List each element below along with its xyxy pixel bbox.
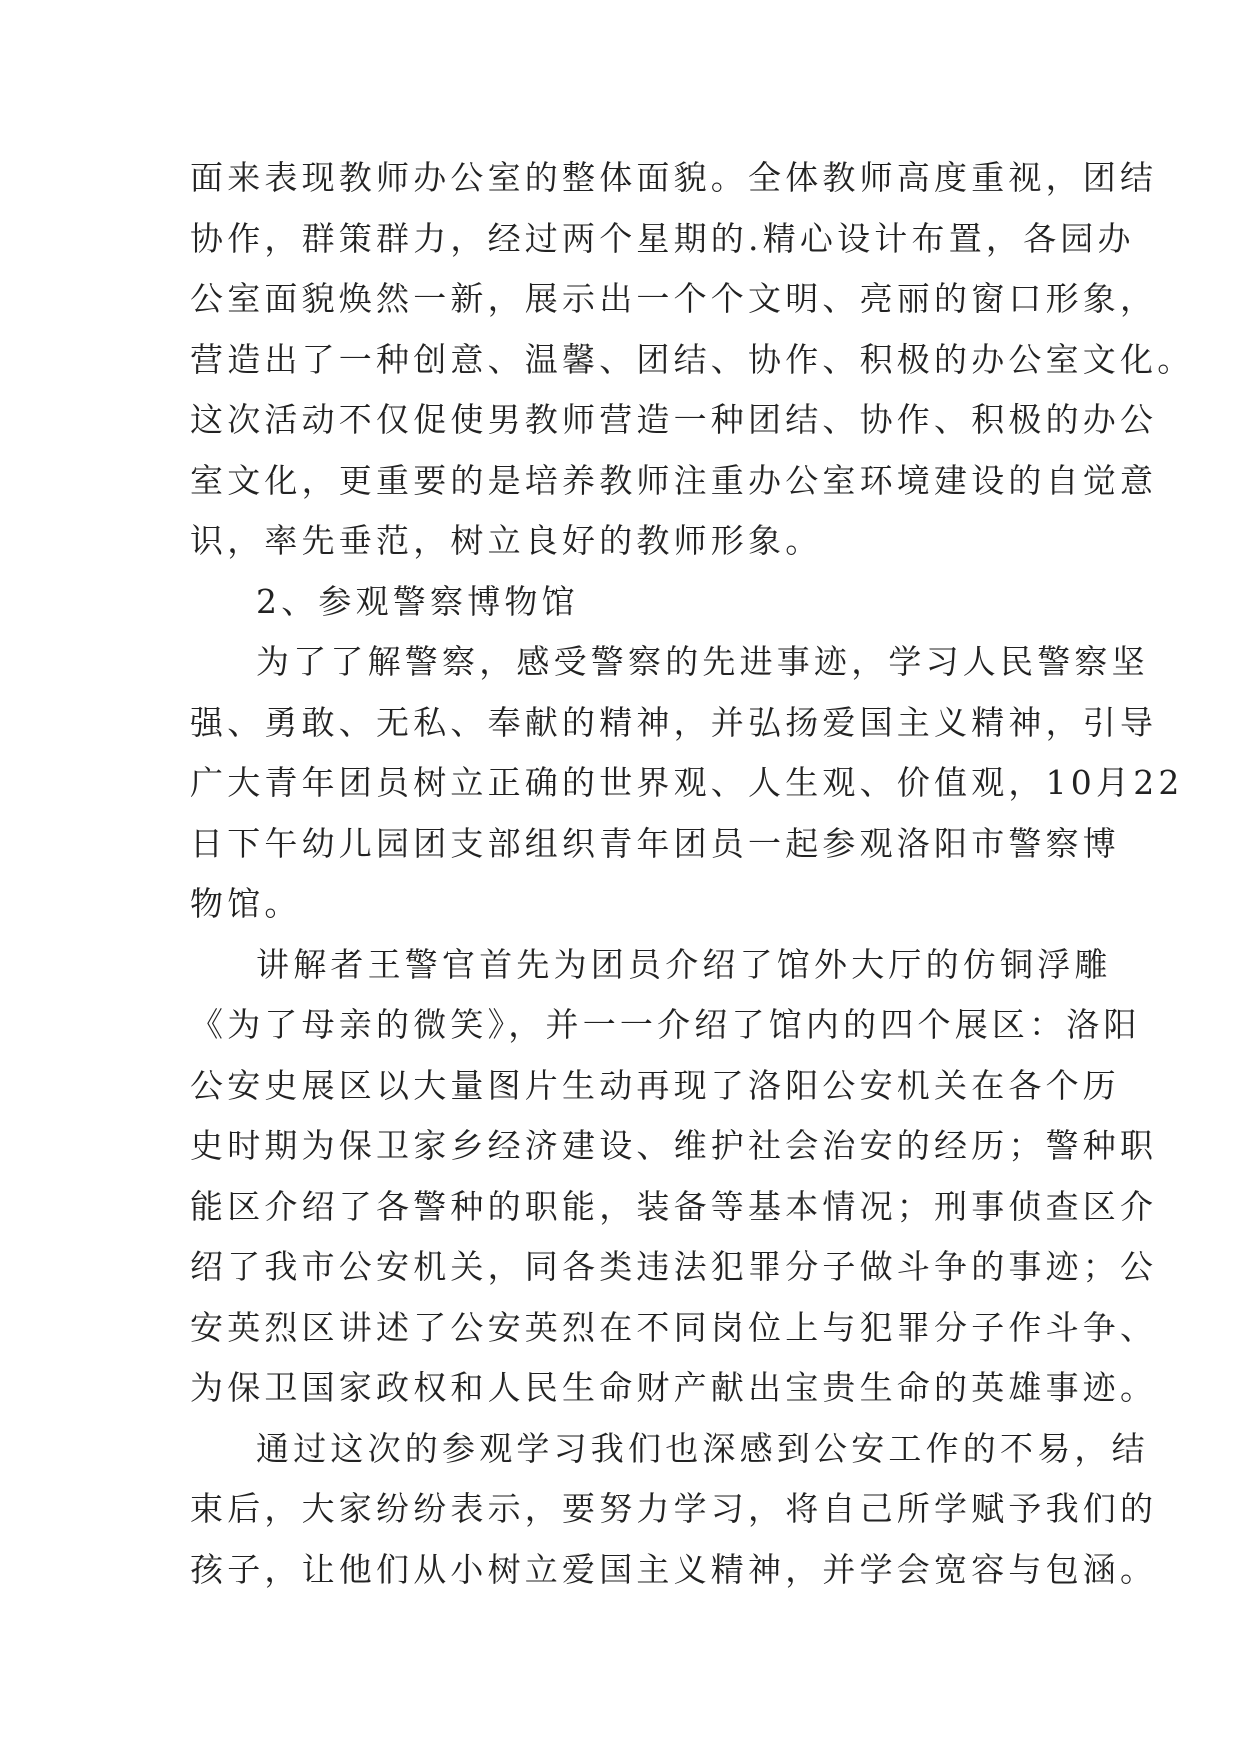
text-line: 室文化，更重要的是培养教师注重办公室环境建设的自觉意 <box>190 460 1158 500</box>
text-line: 营造出了一种创意、温馨、团结、协作、积极的办公室文化。 <box>190 339 1195 379</box>
text-line: 讲解者王警官首先为团员介绍了馆外大厅的仿铜浮雕 <box>256 944 1112 984</box>
text-line: 识，率先垂范，树立良好的教师形象。 <box>190 521 823 560</box>
document-body <box>190 148 1195 1600</box>
text-line: 为了了解警察，感受警察的先进事迹，学习人民警察坚 <box>256 642 1149 681</box>
text-line: 能区介绍了各警种的职能，装备等基本情况；刑事侦查区介 <box>190 1186 1158 1226</box>
text-line: 面来表现教师办公室的整体面貌。全体教师高度重视，团结 <box>190 158 1158 197</box>
text-line: 安英烈区讲述了公安英烈在不同岗位上与犯罪分子作斗争、 <box>190 1307 1158 1347</box>
text-line: 强、勇敢、无私、奉献的精神，并弘扬爱国主义精神，引导 <box>190 702 1158 742</box>
text-line: 公安史展区以大量图片生动再现了洛阳公安机关在各个历 <box>190 1065 1120 1105</box>
text-line: 为保卫国家政权和人民生命财产献出宝贵生命的英雄事迹。 <box>190 1368 1158 1407</box>
text-line: 公室面貌焕然一新，展示出一个个文明、亮丽的窗口形象， <box>190 279 1158 318</box>
text-line: 绍了我市公安机关，同各类违法犯罪分子做斗争的事迹；公 <box>190 1247 1158 1286</box>
text-line: 日下午幼儿园团支部组织青年团员一起参观洛阳市警察博 <box>190 823 1120 863</box>
text-line: 物馆。 <box>190 884 302 923</box>
text-line: 史时期为保卫家乡经济建设、维护社会治安的经历；警种职 <box>190 1126 1158 1165</box>
text-line: 孩子，让他们从小树立爱国主义精神，并学会宽容与包涵。 <box>190 1549 1158 1589</box>
text-line: 这次活动不仅促使男教师营造一种团结、协作、积极的办公 <box>190 400 1158 439</box>
section-heading: 2、参观警察博物馆 <box>256 581 579 621</box>
text-line: 通过这次的参观学习我们也深感到公安工作的不易，结 <box>256 1428 1149 1468</box>
text-line: 《为了母亲的微笑》，并一一介绍了馆内的四个展区：洛阳 <box>190 1005 1141 1044</box>
text-line: 广大青年团员树立正确的世界观、人生观、价值观，10月22 <box>190 763 1184 802</box>
text-line: 协作，群策群力，经过两个星期的.精心设计布置，各园办 <box>190 218 1135 258</box>
text-line: 束后，大家纷纷表示，要努力学习，将自己所学赋予我们的 <box>190 1489 1158 1528</box>
